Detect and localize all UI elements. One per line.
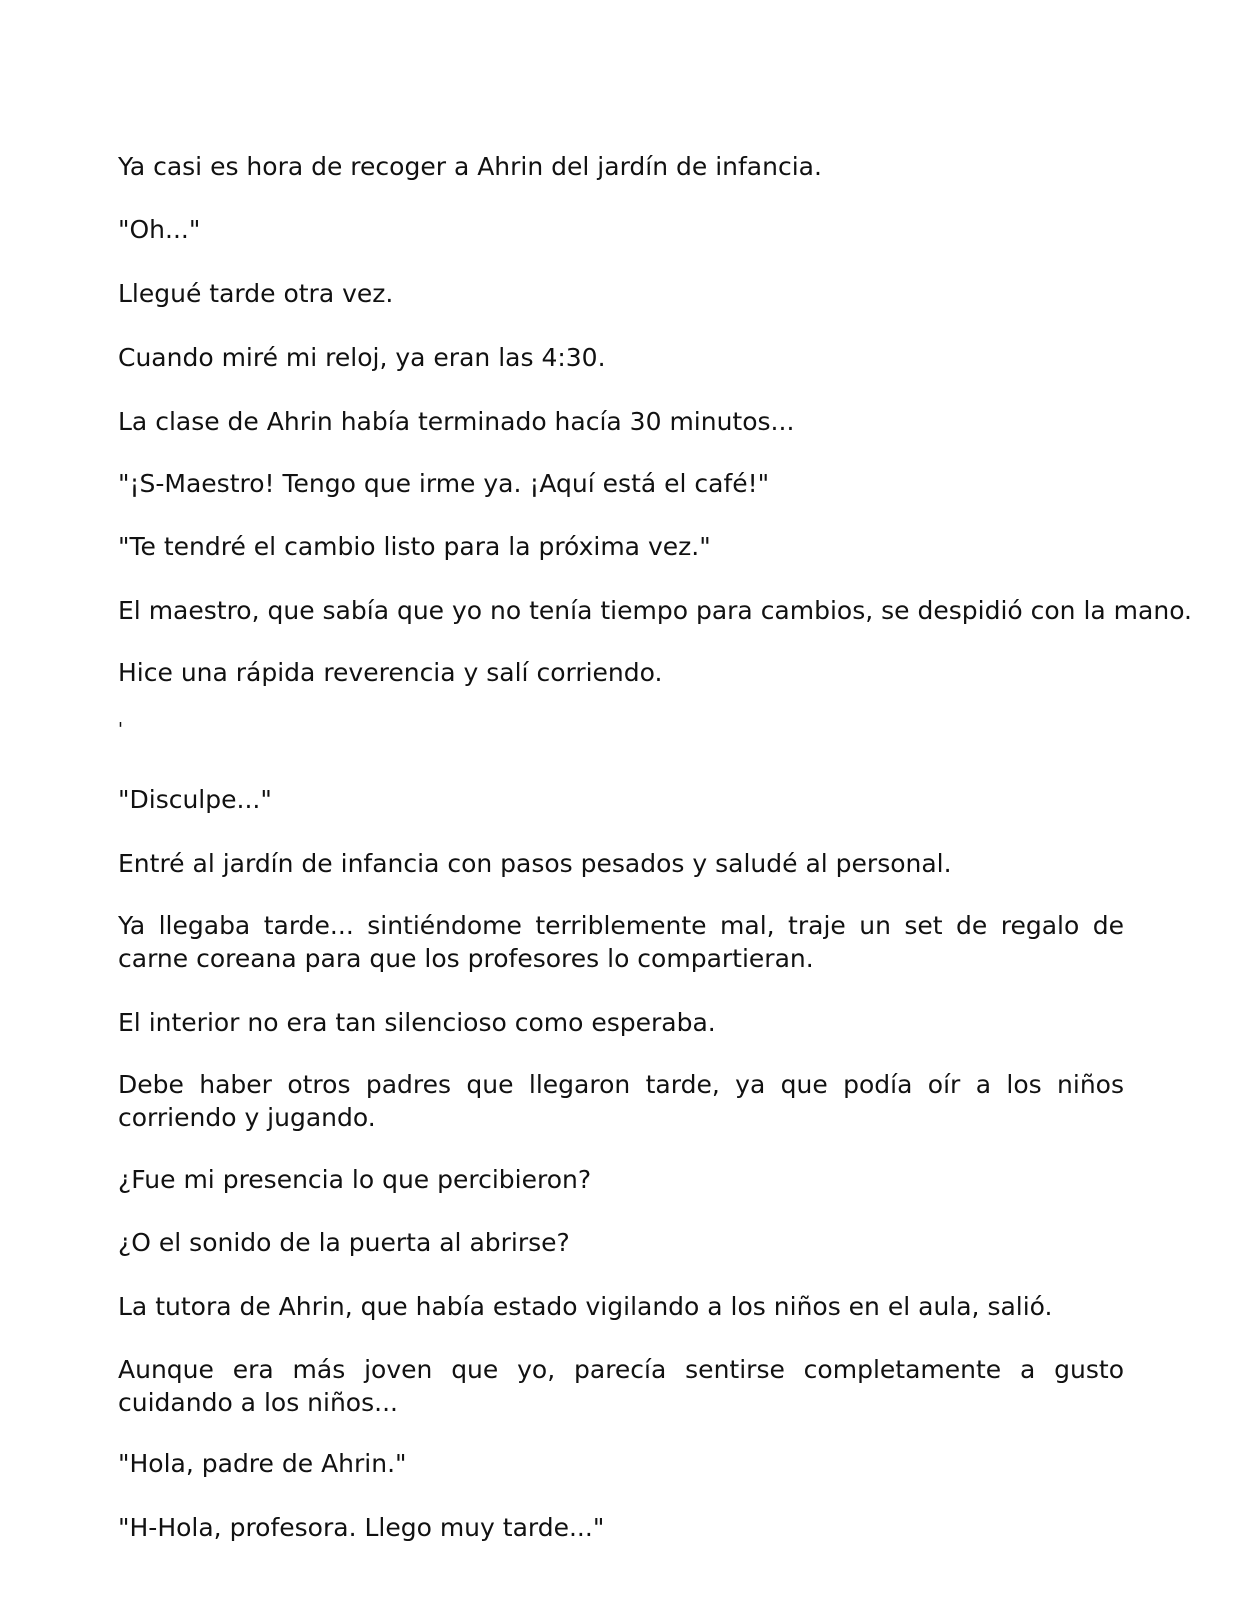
paragraph: Aunque era más joven que yo, parecía sentirse completamente a gusto cuidando a los niños... xyxy=(118,1355,1124,1417)
paragraph: "H-Hola, profesora. Llego muy tarde..." xyxy=(118,1513,605,1542)
paragraph: La tutora de Ahrin, que había estado vigilando a los niños en el aula, salió. xyxy=(118,1292,1053,1321)
paragraph: La clase de Ahrin había terminado hacía 30 minutos... xyxy=(118,407,795,436)
paragraph: El maestro, que sabía que yo no tenía tiempo para cambios, se despidió con la mano. xyxy=(118,596,1192,625)
paragraph: ¿O el sonido de la puerta al abrirse? xyxy=(118,1228,570,1257)
paragraph: "Oh..." xyxy=(118,215,201,244)
paragraph: Entré al jardín de infancia con pasos pesados y saludé al personal. xyxy=(118,849,952,878)
paragraph: Debe haber otros padres que llegaron tarde, ya que podía oír a los niños corriendo y jugando. xyxy=(118,1070,1124,1132)
paragraph: ¿Fue mi presencia lo que percibieron? xyxy=(118,1165,592,1194)
paragraph: El interior no era tan silencioso como esperaba. xyxy=(118,1008,716,1037)
paragraph: Llegué tarde otra vez. xyxy=(118,279,394,308)
paragraph: "¡S-Maestro! Tengo que irme ya. ¡Aquí está el café!" xyxy=(118,469,770,498)
paragraph: "Te tendré el cambio listo para la próxima vez." xyxy=(118,532,711,561)
paragraph: Hice una rápida reverencia y salí corriendo. xyxy=(118,658,663,687)
paragraph: "Hola, padre de Ahrin." xyxy=(118,1449,407,1478)
paragraph: "Disculpe..." xyxy=(118,785,272,814)
stray-mark: ' xyxy=(118,719,123,740)
paragraph: Ya casi es hora de recoger a Ahrin del jardín de infancia. xyxy=(118,152,822,181)
paragraph: Ya llegaba tarde... sintiéndome terriblemente mal, traje un set de regalo de carne coreana para que los profesores lo compartieran. xyxy=(118,911,1124,973)
paragraph: Cuando miré mi reloj, ya eran las 4:30. xyxy=(118,343,606,372)
